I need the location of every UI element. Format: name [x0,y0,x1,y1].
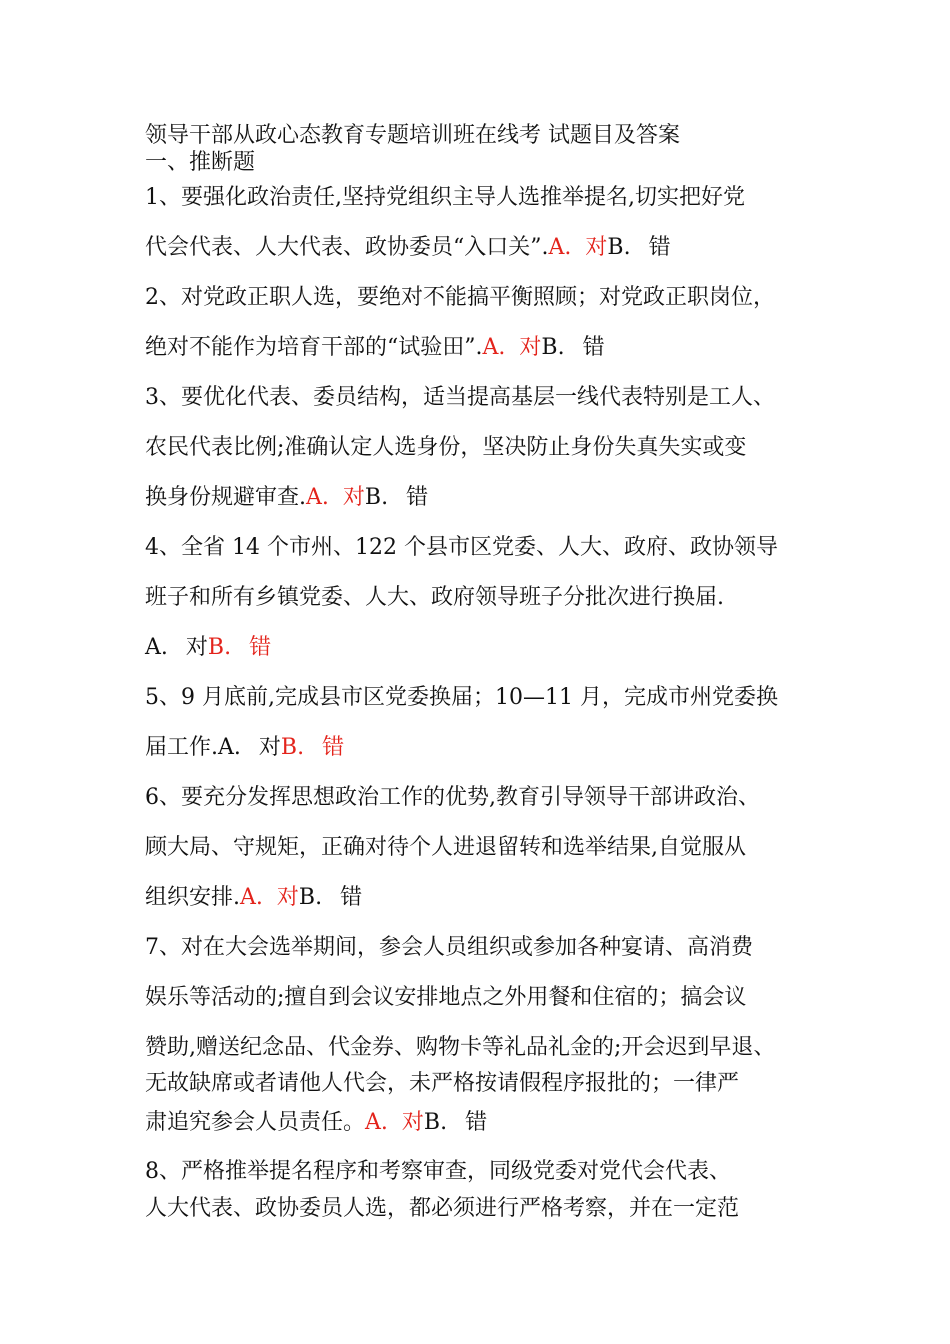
option-b-text: 错 [582,335,605,360]
option-b-text: 错 [406,485,429,510]
question-1-text: 代会代表、人大代表、政协委员“入口关”. [145,235,549,260]
question-2-text: 绝对不能作为培育干部的“试验田”. [145,335,483,360]
option-b-label: B. [280,735,305,760]
question-7-text: 肃追究参会人员责任。 [145,1110,366,1135]
question-3-text: 换身份规避审查. [145,485,306,510]
document-title: 领导干部从政心态教育专题培训班在线考 试题目及答案 [145,123,680,148]
option-b-label: B. [207,635,232,660]
option-b-label: B. [364,485,389,510]
question-4-line-2: 班子和所有乡镇党委、人大、政府领导班子分批次进行换届. [145,585,724,610]
option-a-text: 对 [276,885,299,910]
question-6-line-2: 顾大局、守规矩，正确对待个人进退留转和选举结果,自觉服从 [145,835,746,860]
question-5-line-1: 5、9 月底前,完成县市区党委换届；10—11 月，完成市州党委换 [145,685,778,710]
question-4-line-1: 4、全省 14 个市州、122 个县市区党委、人大、政府、政协领导 [145,535,778,560]
option-a-text: 对 [401,1110,424,1135]
question-7-line-3: 赞助,赠送纪念品、代金券、购物卡等礼品礼金的;开会迟到早退、 [145,1035,776,1060]
question-7-line-5 [145,1108,487,1138]
option-b-label: B. [298,885,323,910]
option-a-text: 对 [585,235,608,260]
option-a-label: A. [482,335,506,360]
question-8-line-2: 人大代表、政协委员人选，都必须进行严格考察，并在一定范 [145,1196,740,1221]
option-a-label: A. [365,1110,388,1135]
option-a-label: A. [218,735,241,760]
option-b-label: B. [541,335,565,360]
option-a-text: 对 [185,635,208,660]
question-1-line-1: 1、要强化政治责任,坚持党组织主导人选推举提名,切实把好党 [145,185,745,210]
option-b-text: 错 [648,235,671,260]
option-b-text: 错 [322,735,345,760]
option-a-label: A. [145,635,168,660]
question-4-line-3 [145,633,271,663]
option-a-text: 对 [519,335,542,360]
question-6-line-1: 6、要充分发挥思想政治工作的优势,教育引导领导干部讲政治、 [145,785,760,810]
option-b-label: B. [423,1110,448,1135]
option-b-label: B. [607,235,631,260]
option-b-text: 错 [340,885,363,910]
question-5-text: 届工作. [145,735,218,760]
question-1-line-2 [145,233,671,263]
question-2-line-2 [145,333,605,363]
question-8-line-1: 8、严格推举提名程序和考察审查，同级党委对党代会代表、 [145,1159,731,1184]
option-b-text: 错 [465,1110,488,1135]
question-3-line-1: 3、要优化代表、委员结构，适当提高基层一线代表特别是工人、 [145,385,775,410]
option-b-text: 错 [249,635,272,660]
question-2-line-1: 2、对党政正职人选，要绝对不能搞平衡照顾；对党政正职岗位， [145,285,775,310]
option-a-text: 对 [342,485,365,510]
question-3-line-2: 农民代表比例;准确认定人选身份，坚决防止身份失真失实或变 [145,435,747,460]
option-a-label: A. [240,885,263,910]
option-a-text: 对 [258,735,281,760]
question-5-line-2 [145,733,344,763]
section-heading: 一、推断题 [145,150,256,175]
question-6-text: 组织安排. [145,885,240,910]
question-3-line-3 [145,483,428,513]
question-7-line-4: 无故缺席或者请他人代会，未严格按请假程序报批的；一律严 [145,1071,740,1096]
question-7-line-1: 7、对在大会选举期间，参会人员组织或参加各种宴请、高消费 [145,935,753,960]
question-7-line-2: 娱乐等活动的;擅自到会议安排地点之外用餐和住宿的；搞会议 [145,985,747,1010]
option-a-label: A. [306,485,329,510]
question-6-line-3 [145,883,362,913]
option-a-label: A. [548,235,572,260]
